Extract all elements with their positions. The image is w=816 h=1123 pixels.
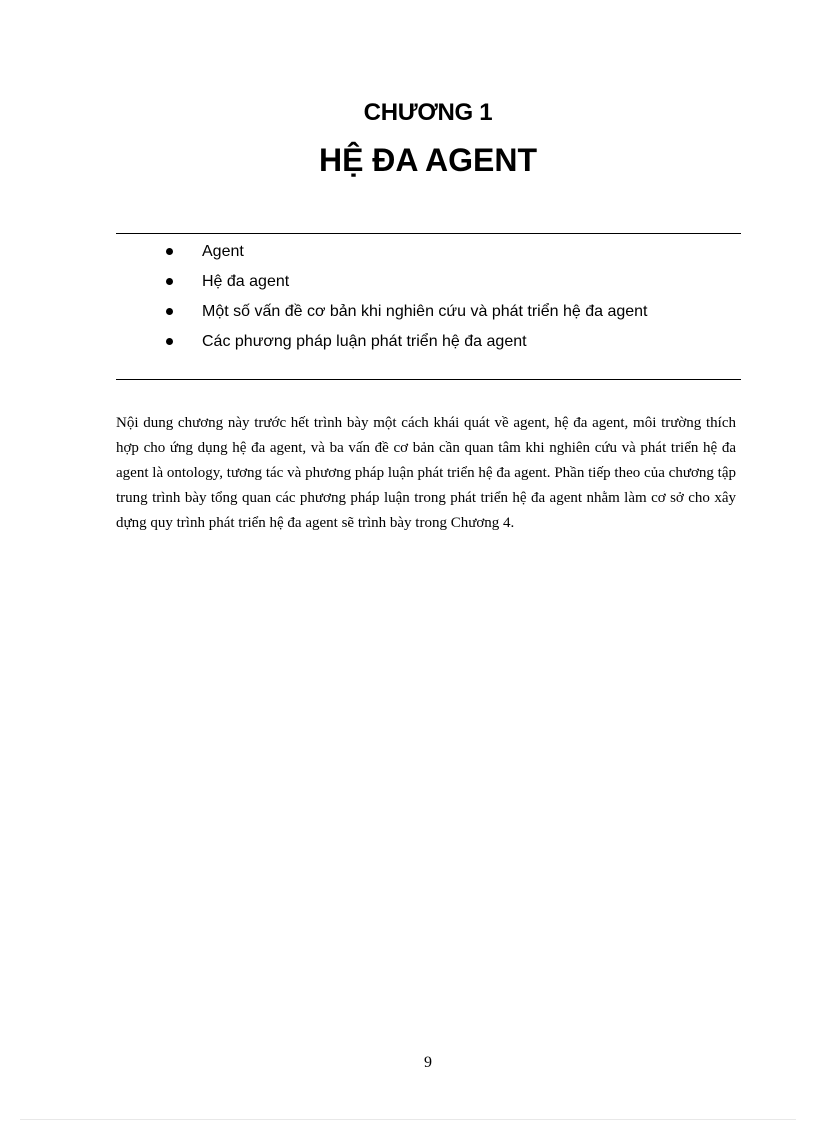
bullet-icon <box>166 248 173 255</box>
bullet-icon <box>166 308 173 315</box>
topic-text: Agent <box>202 243 244 260</box>
topic-text: Một số vấn đề cơ bản khi nghiên cứu và phát triển hệ đa agent <box>202 303 648 320</box>
bullet-icon <box>166 278 173 285</box>
top-divider <box>116 233 741 234</box>
topic-text: Hệ đa agent <box>202 273 290 290</box>
bottom-divider <box>116 379 741 380</box>
chapter-title: HỆ ĐA AGENT <box>318 142 538 178</box>
page-edge <box>20 1119 796 1120</box>
topic-text: Các phương pháp luận phát triển hệ đa agent <box>202 333 527 350</box>
bullet-icon <box>166 338 173 345</box>
intro-paragraph: Nội dung chương này trước hết trình bày một cách khái quát về agent, hệ đa agent, môi trường thích hợp cho ứng dụng hệ đa agent, và ba vấn đề cơ bản cần quan tâm khi nghiên cứu và phát triển hệ đa agent là ontology, tương tác và phương pháp luận phát triển hệ đa agent. Phần tiếp theo của chương tập trung trình bày tổng quan các phương pháp luận trong phát triển hệ đa agent nhằm làm cơ sở cho xây dựng quy trình phát triển hệ đa agent sẽ trình bày trong Chương 4. <box>116 415 736 531</box>
chapter-label: CHƯƠNG 1 <box>363 99 493 126</box>
page-number: 9 <box>424 1054 432 1071</box>
